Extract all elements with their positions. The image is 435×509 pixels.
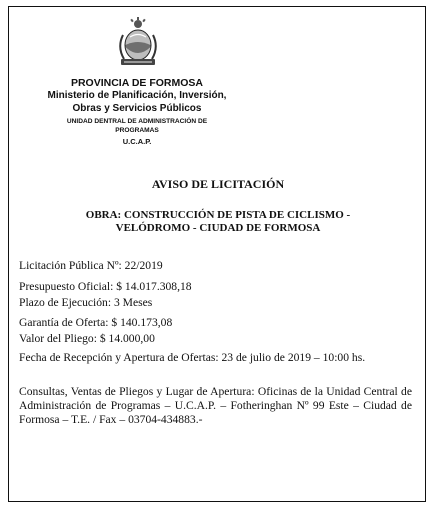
obra-line-1: OBRA: CONSTRUCCIÓN DE PISTA DE CICLISMO - — [85, 209, 351, 221]
ministry-line-2: Obras y Servicios Públicos — [72, 103, 202, 114]
provincia-de-formosa-coat-of-arms-icon — [116, 17, 160, 67]
unit-abbreviation: U.C.A.P. — [122, 137, 152, 146]
licitacion-number: Licitación Pública Nº: 22/2019 — [19, 259, 163, 272]
plazo-ejecucion: Plazo de Ejecución: 3 Meses — [19, 296, 153, 309]
unit-line-1: UNIDAD DENTRAL DE ADMINISTRACIÓN DE — [66, 118, 208, 125]
consultas-info: Consultas, Ventas de Pliegos y Lugar de Apertura: Oficinas de la Unidad Central de Administración de Programas – U.C.A.P. – Fotheringhan Nº 99 Este – Ciudad de Formosa – T.E. / Fax – 03704-434883.- — [19, 385, 412, 426]
province-heading: PROVINCIA DE FORMOSA — [70, 77, 204, 89]
ministry-line-1: Ministerio de Planificación, Inversión, — [47, 90, 227, 101]
presupuesto-oficial: Presupuesto Oficial: $ 14.017.308,18 — [19, 280, 192, 293]
obra-line-2: VELÓDROMO - CIUDAD DE FORMOSA — [115, 222, 321, 234]
fecha-apertura: Fecha de Recepción y Apertura de Ofertas: 23 de julio de 2019 – 10:00 hs. — [19, 351, 366, 364]
valor-pliego: Valor del Pliego: $ 14.000,00 — [19, 332, 155, 345]
notice-title: AVISO DE LICITACIÓN — [151, 177, 285, 191]
notice-frame — [8, 6, 426, 502]
garantia-oferta: Garantía de Oferta: $ 140.173,08 — [19, 316, 173, 329]
unit-line-2: PROGRAMAS — [115, 127, 159, 134]
obra-heading — [19, 209, 417, 235]
